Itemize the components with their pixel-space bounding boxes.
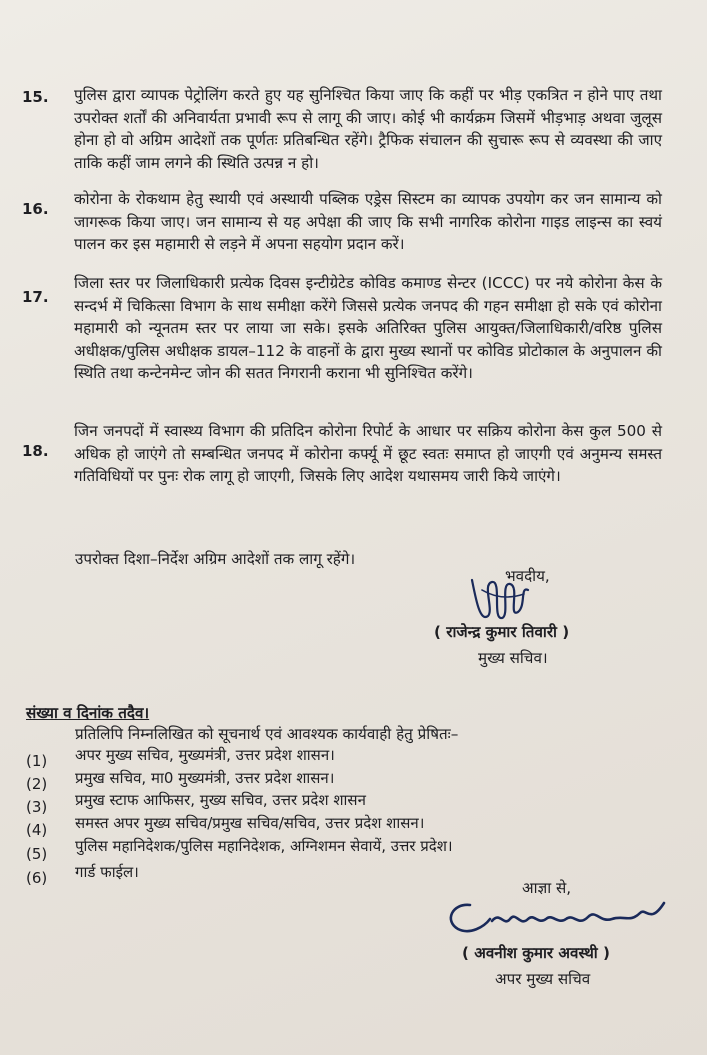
signatory2-designation: अपर मुख्य सचिव	[495, 970, 591, 988]
clause-text: पुलिस द्वारा व्यापक पेट्रोलिंग करते हुए यह सुनिश्चित किया जाए कि कहीं पर भीड़ एकत्रित न होने पाए तथा उपरोक्त शर्तों की अनिवार्यता प्रभावी रूप से लागू की जाए। कोई भी कार्यक्रम जिसमें भीड़भाड़ अथवा जुलूस होना हो वो अग्रिम आदेशों तक पूर्णतः प्रतिबन्धित रहेंगे। ट्रैफिक संचालन की सुचारू रूप से व्यवस्था की जाए ताकि कहीं जाम लगने की स्थिति उत्पन्न न हो।	[74, 86, 662, 172]
recipient-number: (6)	[26, 869, 48, 887]
recipient-text: प्रमुख सचिव, मा0 मुख्यमंत्री, उत्तर प्रदेश शासन।	[75, 769, 335, 787]
recipient-number: (5)	[26, 845, 48, 863]
clause-number: 15.	[22, 88, 49, 106]
signatory2-salutation: आज्ञा से,	[522, 879, 572, 897]
reference-line: संख्या व दिनांक तदैव।	[26, 704, 150, 722]
signatory1-salutation: भवदीय,	[505, 567, 550, 585]
recipient-number: (3)	[26, 798, 48, 816]
clause-text: कोरोना के रोकथाम हेतु स्थायी एवं अस्थायी पब्लिक एड्रेस सिस्टम का व्यापक उपयोग कर जन सामान्य को जागरूक किया जाए। जन सामान्य से यह अपेक्षा की जाए कि सभी नागरिक कोरोना गाइड लाइन्स का स्वयं पालन कर इस महामारी से लड़ने में अपना सहयोग प्रदान करें।	[74, 190, 662, 254]
recipient-text: पुलिस महानिदेशक/पुलिस महानिदेशक, अग्निशमन सेवायें, उत्तर प्रदेश।	[75, 837, 453, 855]
clause-number: 17.	[22, 288, 49, 306]
signatory2-name: ( अवनीश कुमार अवस्थी )	[462, 944, 610, 962]
recipient-text: प्रमुख स्टाफ आफिसर, मुख्य सचिव, उत्तर प्रदेश शासन	[75, 791, 366, 809]
signatory1-name: ( राजेन्द्र कुमार तिवारी )	[434, 623, 570, 641]
recipient-number: (2)	[26, 775, 48, 793]
recipient-number: (1)	[26, 752, 48, 770]
clause-number: 18.	[22, 442, 49, 460]
recipient-text: गार्ड फाईल।	[75, 863, 139, 881]
signature-2	[440, 895, 680, 945]
recipient-text: समस्त अपर मुख्य सचिव/प्रमुख सचिव/सचिव, उत्तर प्रदेश शासन।	[75, 814, 425, 832]
signatory1-designation: मुख्य सचिव।	[478, 649, 548, 667]
clause-number: 16.	[22, 200, 49, 218]
clause-text: जिला स्तर पर जिलाधिकारी प्रत्येक दिवस इन्टीग्रेटेड कोविड कमाण्ड सेन्टर (ICCC) पर नये कोरोना केस के सन्दर्भ में चिकित्सा विभाग के साथ समीक्षा करेंगे जिससे प्रत्येक जनपद की गहन समीक्षा हो सके एवं कोरोना महामारी को न्यूनतम स्तर पर लाया जा सके। इसके अतिरिक्त पुलिस आयुक्त/जिलाधिकारी/वरिष्ठ पुलिस अधीक्षक/पुलिस अधीक्षक डायल–112 के वाहनों के द्वारा मुख्य स्थानों पर कोविड प्रोटोकाल के अनुपालन की स्थिति तथा कन्टेनमेन्ट जोन की सतत निगरानी कराना भी सुनिश्चित करेंगे।	[74, 274, 662, 383]
copy-intro: प्रतिलिपि निम्नलिखित को सूचनार्थ एवं आवश्यक कार्यवाही हेतु प्रेषितः–	[75, 725, 459, 743]
recipient-number: (4)	[26, 821, 48, 839]
closing-note: उपरोक्त दिशा–निर्देश अग्रिम आदेशों तक लागू रहेंगे।	[75, 550, 356, 568]
clause-text: जिन जनपदों में स्वास्थ्य विभाग की प्रतिदिन कोरोना रिपोर्ट के आधार पर सक्रिय कोरोना केस कुल 500 से अधिक हो जाएंगे तो सम्बन्धित जनपद में कोरोना कर्फ्यू में छूट स्वतः समाप्त हो जाएगी एवं अनुमन्य समस्त गतिविधियों पर पुनः रोक लागू हो जाएगी, जिसके लिए आदेश यथासमय जारी किये जाएंगे।	[74, 422, 662, 486]
recipient-text: अपर मुख्य सचिव, मुख्यमंत्री, उत्तर प्रदेश शासन।	[75, 746, 335, 764]
